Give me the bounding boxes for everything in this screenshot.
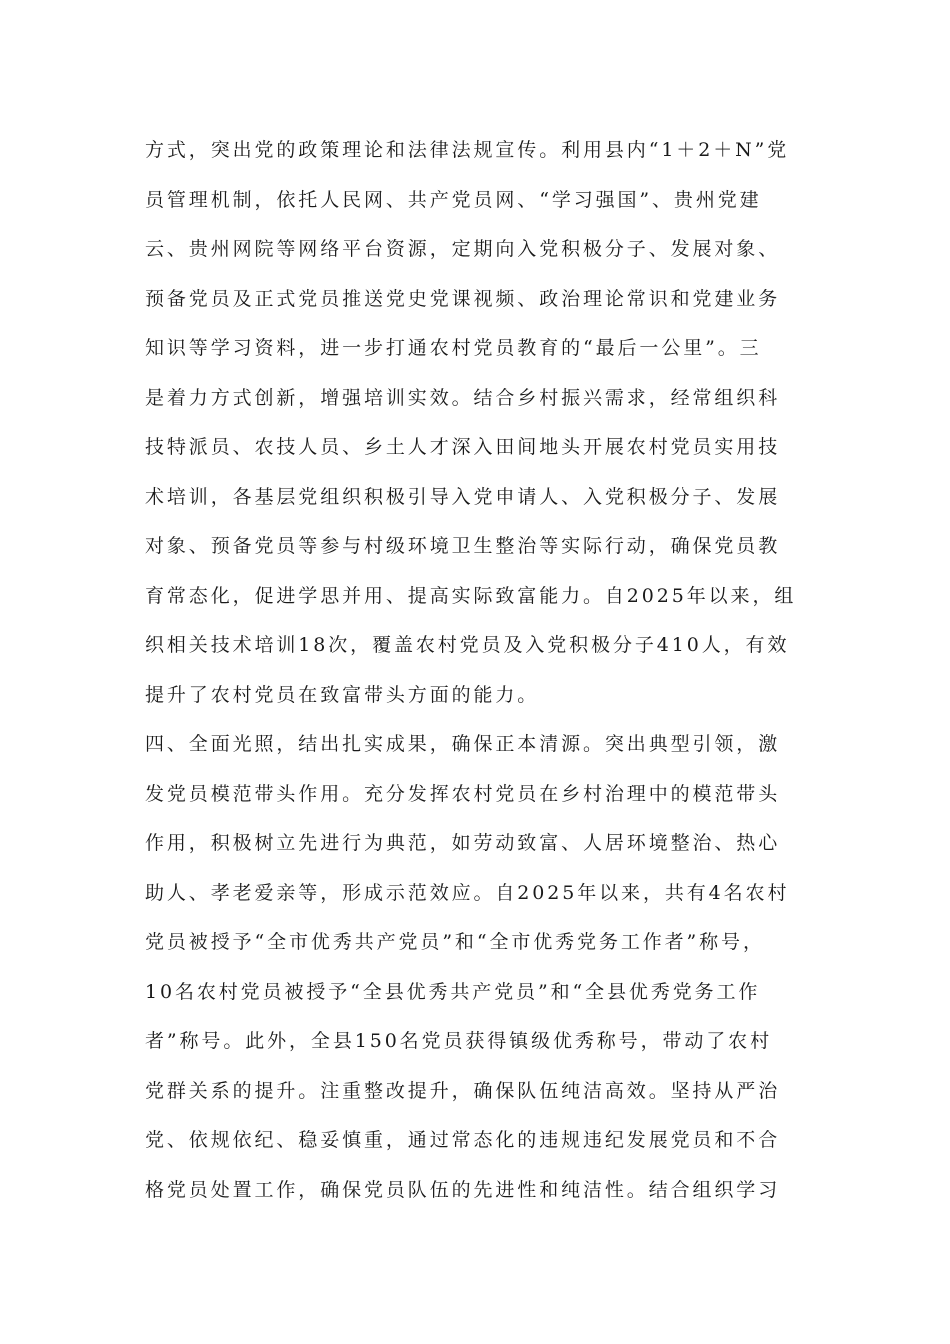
text-line: 预备党员及正式党员推送党史党课视频、政治理论常识和党建业务 [145,287,781,310]
text-line: 育常态化，促进学思并用、提高实际致富能力。自2025年以来，组 [145,584,797,607]
text-line: 云、贵州网院等网络平台资源，定期向入党积极分子、发展对象、 [145,238,781,260]
text-line: 对象、预备党员等参与村级环境卫生整治等实际行动，确保党员教 [145,535,781,557]
text-line: 术培训，各基层党组织积极引导入党申请人、入党积极分子、发展 [145,485,781,508]
body-text [145,126,835,1215]
text-line: 技特派员、农技人员、乡土人才深入田间地头开展农村党员实用技 [145,436,781,458]
text-line: 者”称号。此外，全县150名党员获得镇级优秀称号，带动了农村 [145,1030,772,1052]
text-line: 党群关系的提升。注重整改提升，确保队伍纯洁高效。坚持从严治 [145,1079,781,1102]
text-line: 作用，积极树立先进行为典范，如劳动致富、人居环境整治、热心 [145,832,781,854]
text-line: 是着力方式创新，增强培训实效。结合乡村振兴需求，经常组织科 [145,386,781,409]
text-line: 知识等学习资料，进一步打通农村党员教育的“最后一公里”。三 [145,337,762,359]
text-line: 方式，突出党的政策理论和法律法规宣传。利用县内“1＋2＋N”党 [145,139,790,161]
text-line: 格党员处置工作，确保党员队伍的先进性和纯洁性。结合组织学习 [145,1178,781,1201]
text-line: 提升了农村党员在致富带头方面的能力。 [145,683,540,706]
text-line: 10名农村党员被授予“全县优秀共产党员”和“全县优秀党务工作 [145,980,761,1003]
text-line: 员管理机制，依托人民网、共产党员网、“学习强国”、贵州党建 [145,188,762,211]
section-heading-line: 四、全面光照，结出扎实成果，确保正本清源。突出典型引领，激 [145,733,781,755]
text-line: 助人、孝老爱亲等，形成示范效应。自2025年以来，共有4名农村 [145,881,790,904]
text-line: 党、依规依纪、稳妥慎重，通过常态化的违规违纪发展党员和不合 [145,1129,781,1151]
text-line: 党员被授予“全市优秀共产党员”和“全市优秀党务工作者”称号， [145,931,765,953]
text-line: 织相关技术培训18次，覆盖农村党员及入党积极分子410人，有效 [145,634,790,656]
text-line: 发党员模范带头作用。充分发挥农村党员在乡村治理中的模范带头 [145,782,781,805]
